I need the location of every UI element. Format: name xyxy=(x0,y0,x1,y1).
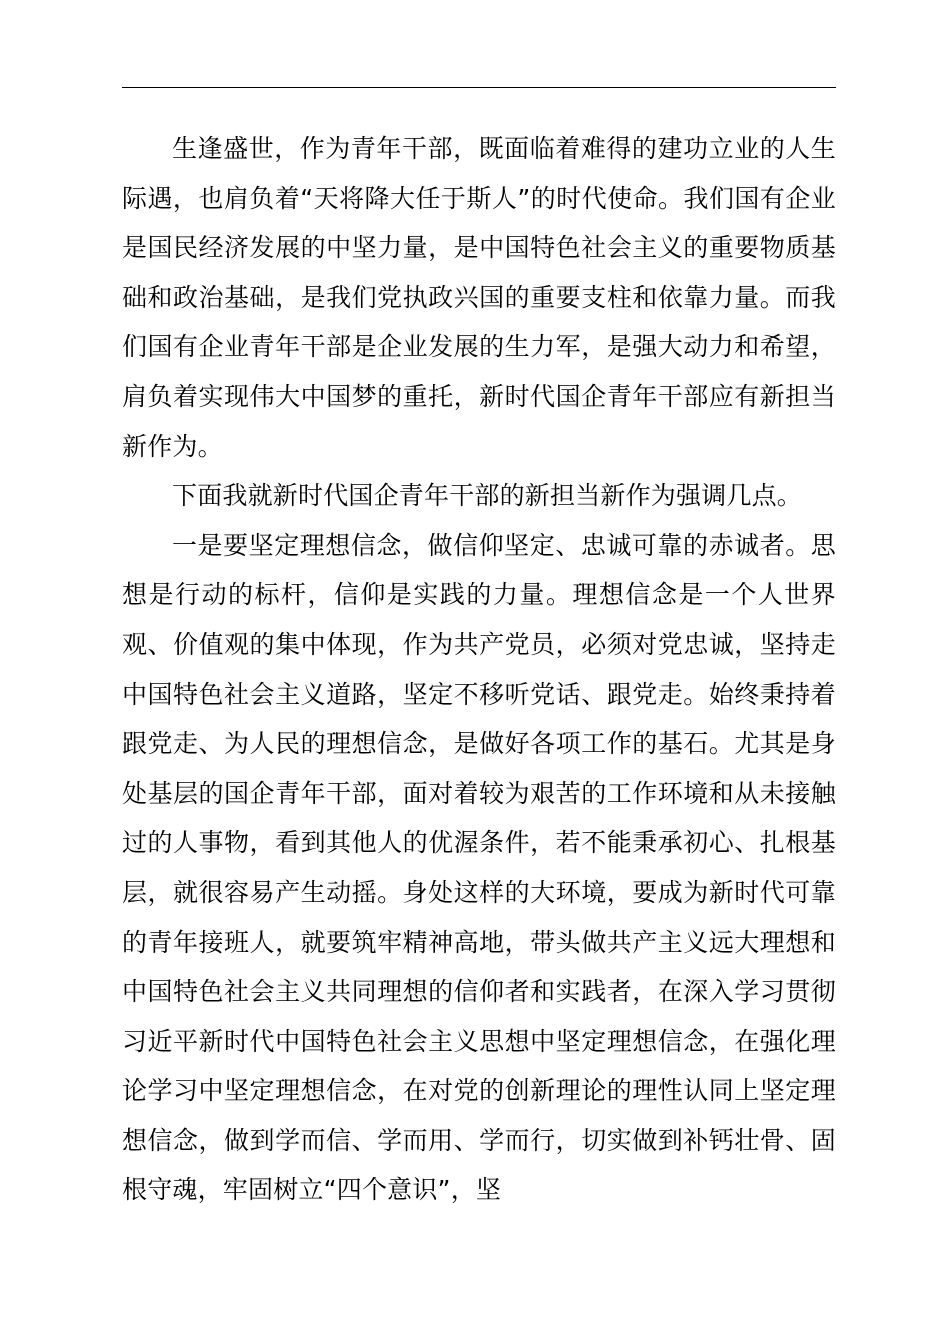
header-rule xyxy=(122,87,836,88)
paragraph-intro: 生逢盛世，作为青年干部，既面临着难得的建功立业的人生际遇，也肩负着“天将降大任于斯人”的时代使命。我们国有企业是国民经济发展的中坚力量，是中国特色社会主义的重要物质基础和政治基础，是我们党执政兴国的重要支柱和依靠力量。而我们国有企业青年干部是企业发展的生力军，是强大动力和希望，肩负着实现伟大中国梦的重托，新时代国企青年干部应有新担当新作为。 xyxy=(122,134,836,461)
paragraph-transition: 下面我就新时代国企青年干部的新担当新作为强调几点。 xyxy=(172,481,803,511)
paragraph-point-one: 一是要坚定理想信念，做信仰坚定、忠诚可靠的赤诚者。思想是行动的标杆，信仰是实践的力量。理想信念是一个人世界观、价值观的集中体现，作为共产党员，必须对党忠诚，坚持走中国特色社会主义道路，坚定不移听党话、跟党走。始终秉持着跟党走、为人民的理想信念，是做好各项工作的基石。尤其是身处基层的国企青年干部，面对着较为艰苦的工作环境和从未接触过的人事物，看到其他人的优渥条件，若不能秉承初心、扎根基层，就很容易产生动摇。身处这样的大环境，要成为新时代可靠的青年接班人，就要筑牢精神高地，带头做共产主义远大理想和中国特色社会主义共同理想的信仰者和实践者，在深入学习贯彻习近平新时代中国特色社会主义思想中坚定理想信念，在强化理论学习中坚定理想信念，在对党的创新理论的理性认同上坚定理想信念，做到学而信、学而用、学而行，切实做到补钙壮骨、固根守魂，牢固树立“四个意识”，坚 xyxy=(122,530,836,1205)
document-body xyxy=(122,124,836,1215)
